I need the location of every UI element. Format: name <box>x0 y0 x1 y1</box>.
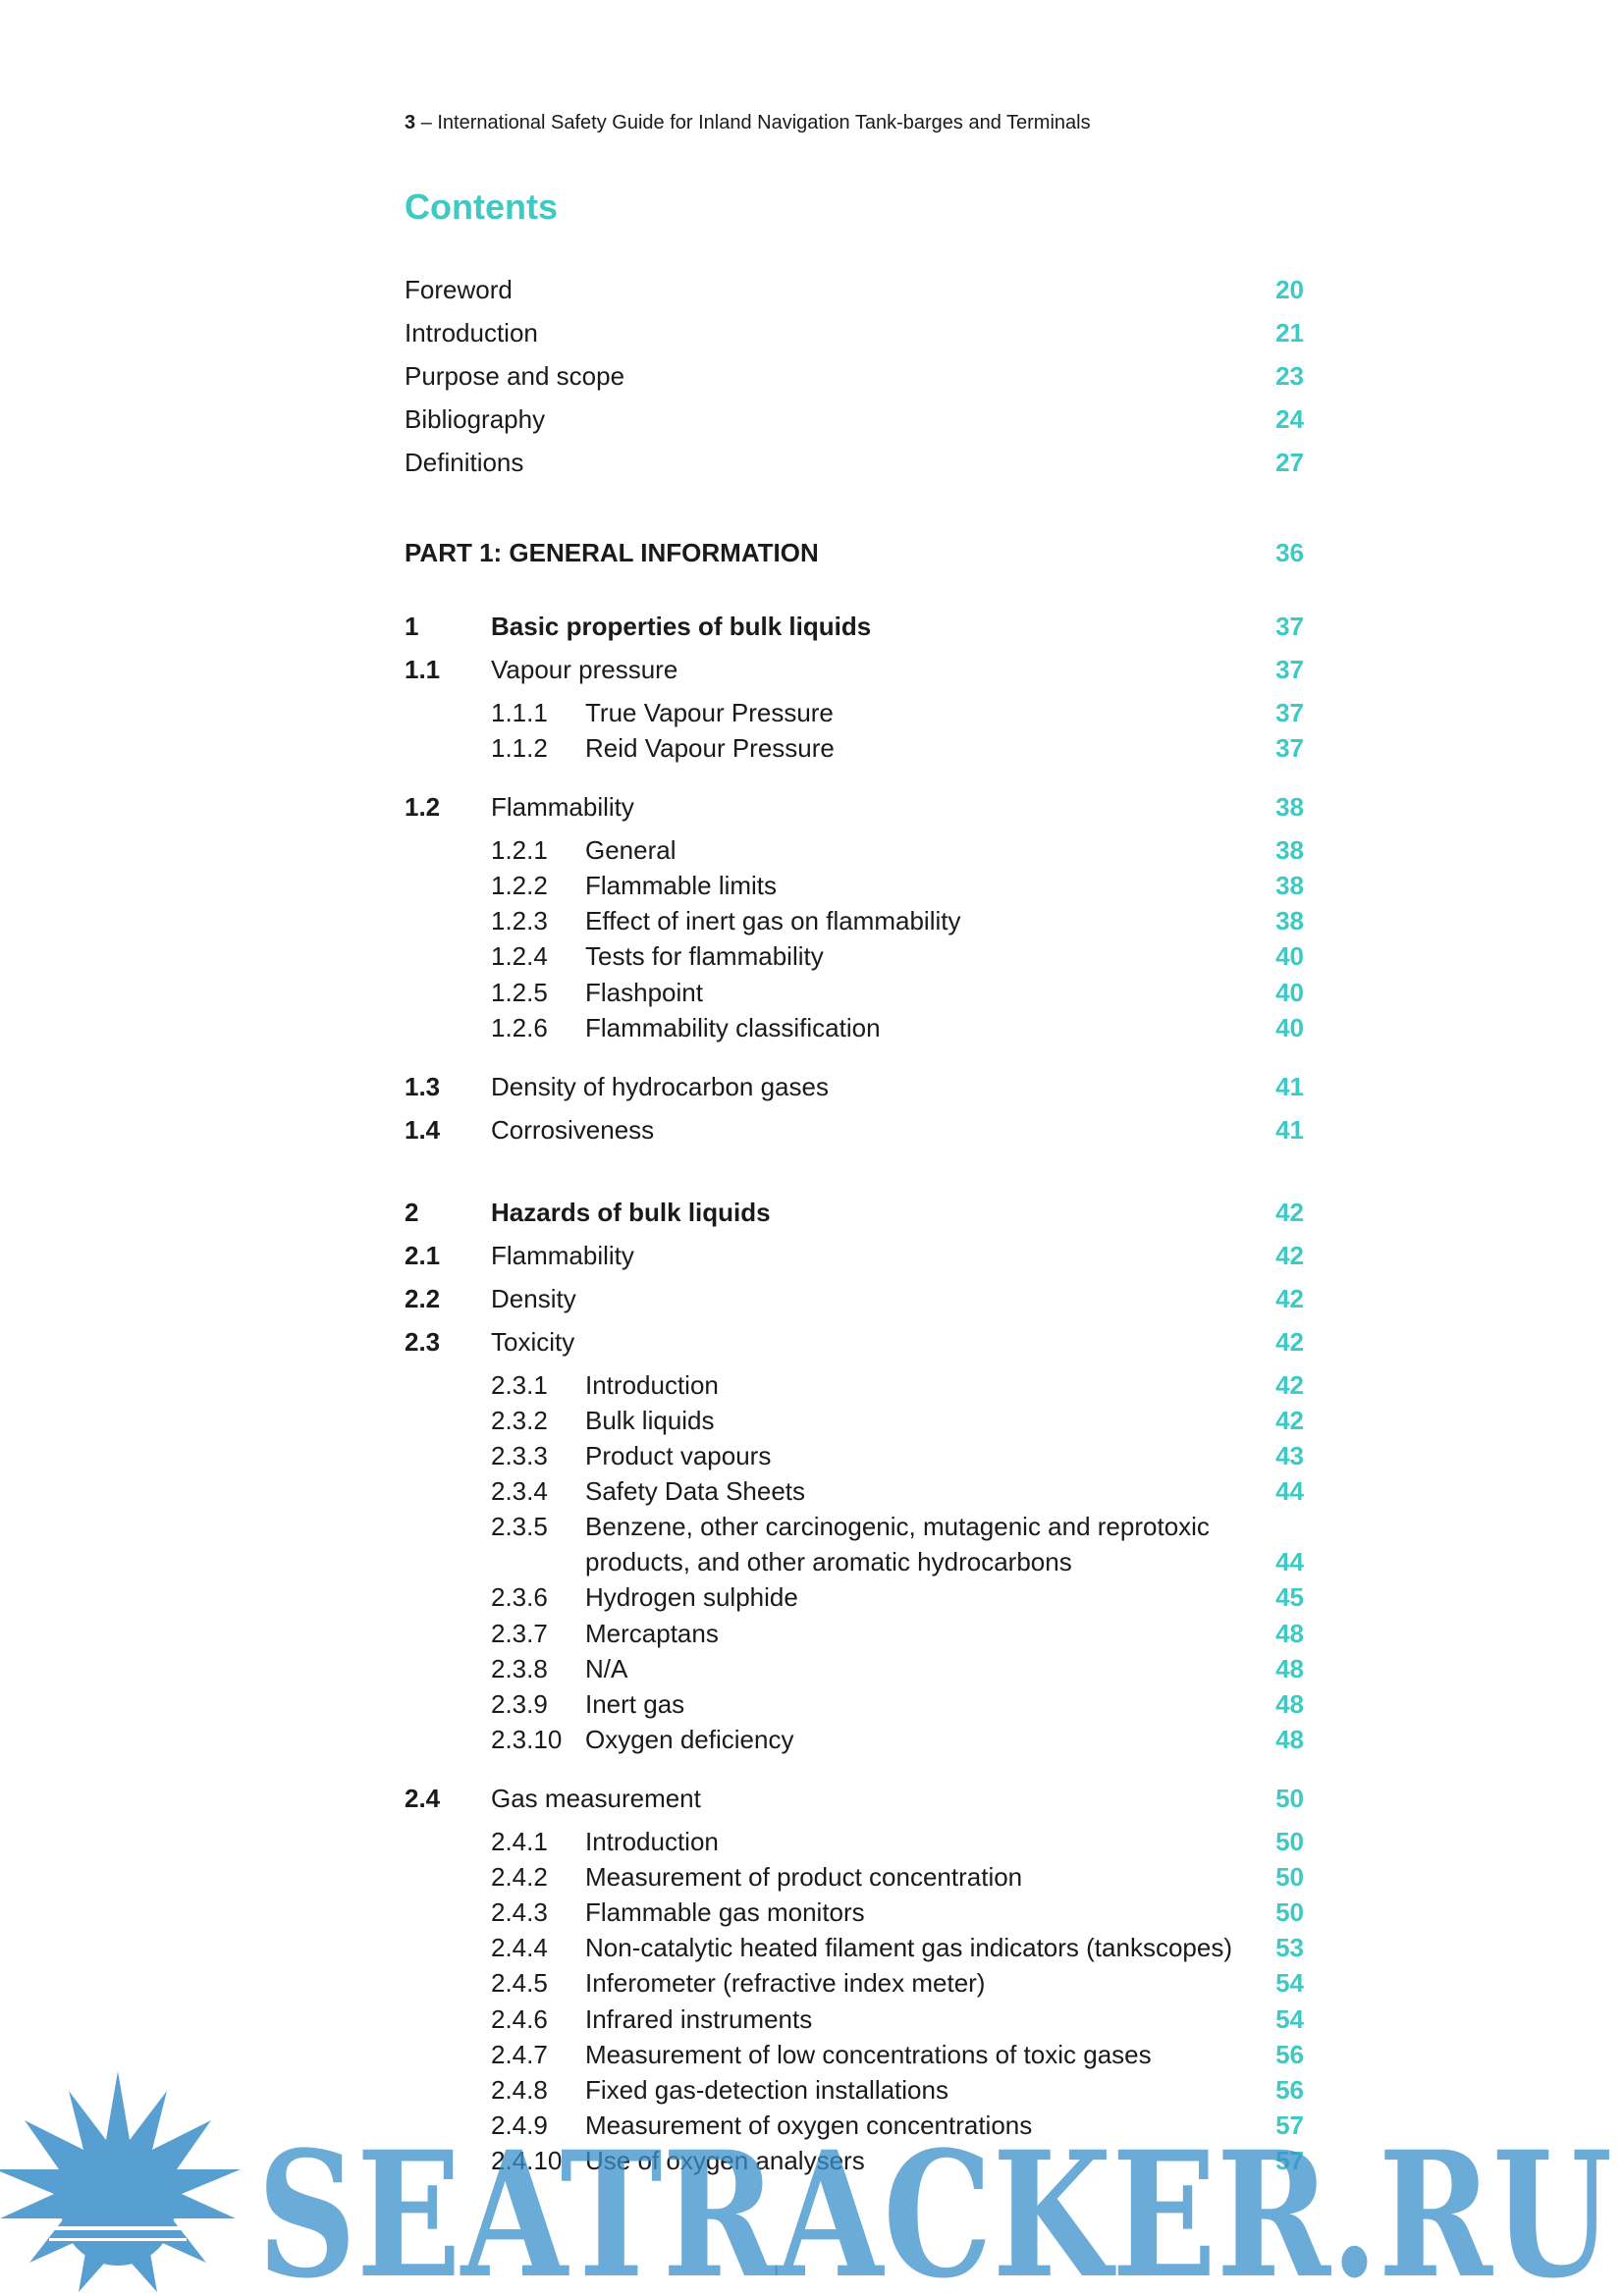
toc-page: 41 <box>1275 1115 1304 1145</box>
toc-entry[interactable] <box>405 2002 1304 2036</box>
toc-label: Measurement of oxygen concentrations <box>585 2110 1033 2140</box>
toc-label: Measurement of product concentration <box>585 1862 1023 1892</box>
toc-label: Hydrogen sulphide <box>585 1582 798 1612</box>
toc-label: Infrared instruments <box>585 2004 813 2034</box>
toc-number: 2.3.7 <box>491 1619 548 1648</box>
toc-page: 20 <box>1275 275 1304 304</box>
toc-number: 2.3.9 <box>491 1689 548 1719</box>
toc-page: 43 <box>1275 1441 1304 1470</box>
toc-page: 50 <box>1275 1827 1304 1856</box>
toc-page: 54 <box>1275 2004 1304 2034</box>
toc-part-1[interactable] <box>405 536 1304 569</box>
toc-label: Effect of inert gas on flammability <box>585 906 961 935</box>
toc-page: 56 <box>1275 2075 1304 2105</box>
toc-label: General <box>585 835 677 865</box>
toc-number: 1 <box>405 612 419 641</box>
toc-page: 53 <box>1275 1933 1304 1962</box>
toc-label: Gas measurement <box>491 1784 701 1813</box>
toc-entry[interactable] <box>405 976 1304 1009</box>
toc-label: Mercaptans <box>585 1619 719 1648</box>
toc-page: 48 <box>1275 1654 1304 1683</box>
toc-entry[interactable] <box>405 869 1304 902</box>
toc-number: 1.1 <box>405 655 441 684</box>
toc-entry-purpose[interactable] <box>405 359 1304 393</box>
toc-number: 2.3.2 <box>491 1406 548 1435</box>
toc-label: Density <box>491 1284 576 1313</box>
toc-label: Product vapours <box>585 1441 772 1470</box>
toc-entry-continuation[interactable] <box>405 1545 1304 1578</box>
toc-number: 1.2.5 <box>491 978 548 1007</box>
toc-entry[interactable] <box>405 1931 1304 1964</box>
toc-label: Definitions <box>405 448 524 477</box>
toc-page: 42 <box>1275 1327 1304 1357</box>
toc-label: Flammable limits <box>585 871 778 900</box>
toc-number: 2.4.1 <box>491 1827 548 1856</box>
toc-number: 1.2 <box>405 792 441 822</box>
toc-number: 2.4.5 <box>491 1968 548 1998</box>
toc-number: 2.3.4 <box>491 1476 548 1506</box>
toc-page: 57 <box>1275 2110 1304 2140</box>
toc-page: 57 <box>1275 2146 1304 2175</box>
toc-entry[interactable] <box>405 1782 1304 1815</box>
toc-label: Vapour pressure <box>491 655 678 684</box>
toc-number: 1.2.1 <box>491 835 548 865</box>
toc-entry[interactable] <box>405 1896 1304 1929</box>
toc-number: 2.4.7 <box>491 2040 548 2069</box>
toc-label: Oxygen deficiency <box>585 1725 794 1754</box>
toc-entry[interactable] <box>405 939 1304 973</box>
toc-page: 50 <box>1275 1784 1304 1813</box>
toc-label: Hazards of bulk liquids <box>491 1198 771 1227</box>
toc-number: 2.3 <box>405 1327 441 1357</box>
toc-page: 42 <box>1275 1284 1304 1313</box>
toc-number: 2.4.10 <box>491 2146 563 2175</box>
toc-page: 56 <box>1275 2040 1304 2069</box>
toc-number: 1.3 <box>405 1072 441 1101</box>
toc-label: Non-catalytic heated filament gas indicators (tankscopes) <box>585 1933 1232 1962</box>
toc-entry-foreword[interactable] <box>405 273 1304 306</box>
toc-page: 45 <box>1275 1582 1304 1612</box>
toc-label: Introduction <box>585 1370 719 1400</box>
toc-entry[interactable] <box>405 1439 1304 1472</box>
toc-label: Introduction <box>585 1827 719 1856</box>
toc-entry-definitions[interactable] <box>405 446 1304 479</box>
toc-page: 40 <box>1275 941 1304 971</box>
toc-page: 38 <box>1275 906 1304 935</box>
toc-number: 1.1.1 <box>491 698 548 727</box>
toc-label: Flammable gas monitors <box>585 1897 865 1927</box>
toc-entry[interactable] <box>405 1070 1304 1103</box>
toc-entry[interactable] <box>405 731 1304 765</box>
toc-label: True Vapour Pressure <box>585 698 834 727</box>
toc-number: 2.1 <box>405 1241 441 1270</box>
toc-label: PART 1: GENERAL INFORMATION <box>405 538 819 567</box>
header-dash: – <box>420 112 432 133</box>
toc-number: 1.4 <box>405 1115 441 1145</box>
toc-entry[interactable] <box>405 790 1304 824</box>
toc-page: 41 <box>1275 1072 1304 1101</box>
toc-number: 2.3.8 <box>491 1654 548 1683</box>
toc-entry[interactable] <box>405 1510 1304 1543</box>
toc-label: Safety Data Sheets <box>585 1476 806 1506</box>
toc-label: Flammability <box>491 792 634 822</box>
toc-entry[interactable] <box>405 1687 1304 1721</box>
toc-entry[interactable] <box>405 1860 1304 1894</box>
toc-label: Tests for flammability <box>585 941 824 971</box>
toc-entry[interactable] <box>405 1966 1304 2000</box>
toc-page: 27 <box>1275 448 1304 477</box>
toc-label-continued: products, and other aromatic hydrocarbons <box>585 1547 1072 1576</box>
toc-entry[interactable] <box>405 1325 1304 1359</box>
toc-number: 2.4.4 <box>491 1933 548 1962</box>
toc-page: 44 <box>1275 1547 1304 1576</box>
toc-number: 2 <box>405 1198 419 1227</box>
toc-number: 2.4 <box>405 1784 441 1813</box>
toc-entry-bibliography[interactable] <box>405 402 1304 436</box>
toc-label: Fixed gas-detection installations <box>585 2075 948 2105</box>
toc-number: 2.4.2 <box>491 1862 548 1892</box>
toc-page: 37 <box>1275 733 1304 763</box>
toc-number: 1.1.2 <box>491 733 548 763</box>
toc-entry[interactable] <box>405 833 1304 867</box>
toc-entry[interactable] <box>405 1113 1304 1147</box>
toc-number: 2.3.10 <box>491 1725 563 1754</box>
toc-page: 42 <box>1275 1406 1304 1435</box>
toc-page: 36 <box>1275 538 1304 567</box>
toc-label: Density of hydrocarbon gases <box>491 1072 829 1101</box>
toc-page: 44 <box>1275 1476 1304 1506</box>
toc-number: 2.4.8 <box>491 2075 548 2105</box>
toc-page: 38 <box>1275 835 1304 865</box>
toc-label: Flammability classification <box>585 1013 881 1042</box>
toc-label: Inert gas <box>585 1689 685 1719</box>
toc-label: Flashpoint <box>585 978 703 1007</box>
toc-number: 1.2.2 <box>491 871 548 900</box>
toc-number: 2.4.9 <box>491 2110 548 2140</box>
toc-label: Flammability <box>491 1241 634 1270</box>
toc-label: Corrosiveness <box>491 1115 655 1145</box>
toc-entry[interactable] <box>405 904 1304 937</box>
watermark-text: SEATRACKER.RU <box>257 2113 1612 2296</box>
toc-entry[interactable] <box>405 1368 1304 1402</box>
toc-page: 40 <box>1275 1013 1304 1042</box>
toc-page: 40 <box>1275 978 1304 1007</box>
toc-page: 38 <box>1275 871 1304 900</box>
toc-page: 50 <box>1275 1862 1304 1892</box>
toc-page: 37 <box>1275 612 1304 641</box>
toc-page: 21 <box>1275 318 1304 347</box>
toc-label: N/A <box>585 1654 628 1683</box>
toc-number: 1.2.6 <box>491 1013 548 1042</box>
toc-number: 2.3.1 <box>491 1370 548 1400</box>
toc-entry[interactable] <box>405 1723 1304 1756</box>
toc-page: 23 <box>1275 361 1304 391</box>
toc-page: 48 <box>1275 1725 1304 1754</box>
toc-number: 2.3.3 <box>491 1441 548 1470</box>
toc-page: 24 <box>1275 404 1304 434</box>
toc-entry[interactable] <box>405 1011 1304 1044</box>
contents-title: Contents <box>405 187 558 227</box>
toc-label: Reid Vapour Pressure <box>585 733 835 763</box>
header-page-number: 3 <box>405 112 416 133</box>
toc-label: Bibliography <box>405 404 546 434</box>
toc-label: Toxicity <box>491 1327 575 1357</box>
toc-page: 50 <box>1275 1897 1304 1927</box>
watermark-logo <box>0 2061 1624 2296</box>
toc-entry-introduction[interactable] <box>405 316 1304 349</box>
toc-entry[interactable] <box>405 1282 1304 1315</box>
toc-entry[interactable] <box>405 696 1304 729</box>
toc-label: Purpose and scope <box>405 361 625 391</box>
toc-entry[interactable] <box>405 1196 1304 1229</box>
toc-entry[interactable] <box>405 1652 1304 1685</box>
toc-entry[interactable] <box>405 610 1304 643</box>
toc-label: Introduction <box>405 318 538 347</box>
toc-page: 42 <box>1275 1241 1304 1270</box>
toc-number: 2.3.5 <box>491 1512 548 1541</box>
toc-label: Measurement of low concentrations of toxic gases <box>585 2040 1152 2069</box>
toc-page: 54 <box>1275 1968 1304 1998</box>
toc-entry[interactable] <box>405 1617 1304 1650</box>
toc-page: 37 <box>1275 698 1304 727</box>
toc-page: 42 <box>1275 1370 1304 1400</box>
toc-label: Foreword <box>405 275 513 304</box>
toc-page: 38 <box>1275 792 1304 822</box>
running-header <box>405 112 1091 134</box>
toc-page: 42 <box>1275 1198 1304 1227</box>
toc-number: 1.2.3 <box>491 906 548 935</box>
toc-number: 2.3.6 <box>491 1582 548 1612</box>
toc-number: 2.4.6 <box>491 2004 548 2034</box>
toc-label: Inferometer (refractive index meter) <box>585 1968 986 1998</box>
header-title: International Safety Guide for Inland Navigation Tank-barges and Terminals <box>437 112 1091 133</box>
toc-page: 37 <box>1275 655 1304 684</box>
sun-icon <box>0 2071 241 2292</box>
toc-page: 48 <box>1275 1689 1304 1719</box>
toc-label: Bulk liquids <box>585 1406 715 1435</box>
toc-page: 48 <box>1275 1619 1304 1648</box>
toc-label: Use of oxygen analysers <box>585 2146 865 2175</box>
toc-label: Benzene, other carcinogenic, mutagenic and reprotoxic <box>585 1512 1210 1541</box>
toc-entry[interactable] <box>405 1239 1304 1272</box>
toc-entry[interactable] <box>405 1474 1304 1508</box>
toc-entry[interactable] <box>405 1404 1304 1437</box>
toc-entry[interactable] <box>405 1580 1304 1614</box>
toc-entry[interactable] <box>405 653 1304 686</box>
toc-entry[interactable] <box>405 1825 1304 1858</box>
toc-number: 2.2 <box>405 1284 441 1313</box>
toc-label: Basic properties of bulk liquids <box>491 612 872 641</box>
toc-number: 1.2.4 <box>491 941 548 971</box>
toc-number: 2.4.3 <box>491 1897 548 1927</box>
